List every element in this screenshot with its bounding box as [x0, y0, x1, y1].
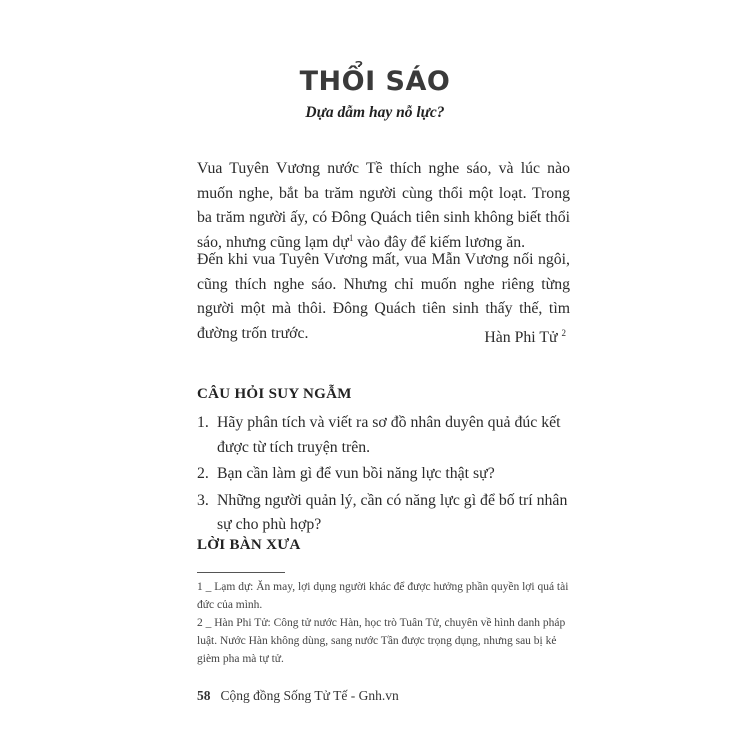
- page-number: 58: [197, 688, 211, 703]
- question-number: 1.: [197, 414, 209, 431]
- story-paragraph-2: Đến khi vua Tuyên Vương mất, vua Mẫn Vương nối ngôi, cũng thích nghe sáo. Nhưng chỉ muốn nghe riêng từng người một mà thôi. Đông Quách tiên sinh thấy thế, tìm đường trốn trước.: [197, 251, 570, 342]
- questions-list: [197, 411, 570, 540]
- story-paragraph-1: [197, 157, 570, 255]
- attribution-name: Hàn Phi Tử: [484, 329, 558, 346]
- list-item: [197, 462, 570, 487]
- attribution: [484, 329, 566, 347]
- page-subtitle: Dựa dẫm hay nỗ lực?: [305, 104, 445, 121]
- page-title: THỔI SÁO: [299, 66, 451, 97]
- paragraph-1-text-end: vào đây để kiếm lương ăn.: [353, 233, 526, 251]
- footnotes: [197, 578, 570, 668]
- questions-heading: CÂU HỎI SUY NGẪM: [197, 386, 352, 402]
- ancient-commentary-heading: LỜI BÀN XƯA: [197, 537, 301, 553]
- page-footer: [197, 688, 399, 704]
- footnote-2: 2 _ Hàn Phi Tử: Công tử nước Hàn, học trò Tuân Tử, chuyên về hình danh pháp luật. Nước Hàn không dùng, sang nước Tần được trọng dụng, nhưng sau bị kẻ gièm pha mà tự tử.: [197, 617, 566, 665]
- question-number: 2.: [197, 465, 209, 482]
- list-item: [197, 411, 570, 460]
- footnote-1: 1 _ Lạm dự: Ăn may, lợi dụng người khác để được hưởng phần quyền lợi quá tài đức của mình.: [197, 581, 569, 611]
- question-text: Những người quản lý, cần có năng lực gì để bố trí nhân sự cho phù hợp?: [217, 491, 568, 533]
- footnote-divider: [197, 572, 285, 573]
- question-text: Bạn cần làm gì để vun bồi năng lực thật sự?: [217, 465, 495, 482]
- paragraph-1-text: Vua Tuyên Vương nước Tề thích nghe sáo, và lúc nào muốn nghe, bắt ba trăm người cùng thổi một loạt. Trong ba trăm người ấy, có Đông Quách tiên sinh không biết thổi sáo, nhưng cũng lạm dự: [197, 160, 570, 251]
- footnote-ref-1: 1: [348, 232, 354, 243]
- question-text: Hãy phân tích và viết ra sơ đồ nhân duyên quả đúc kết được từ tích truyện trên.: [217, 414, 561, 456]
- publisher-credit: Cộng đồng Sống Tử Tế - Gnh.vn: [220, 688, 399, 703]
- list-item: [197, 489, 570, 538]
- question-number: 3.: [197, 491, 209, 509]
- footnote-ref-2: 2: [561, 328, 566, 338]
